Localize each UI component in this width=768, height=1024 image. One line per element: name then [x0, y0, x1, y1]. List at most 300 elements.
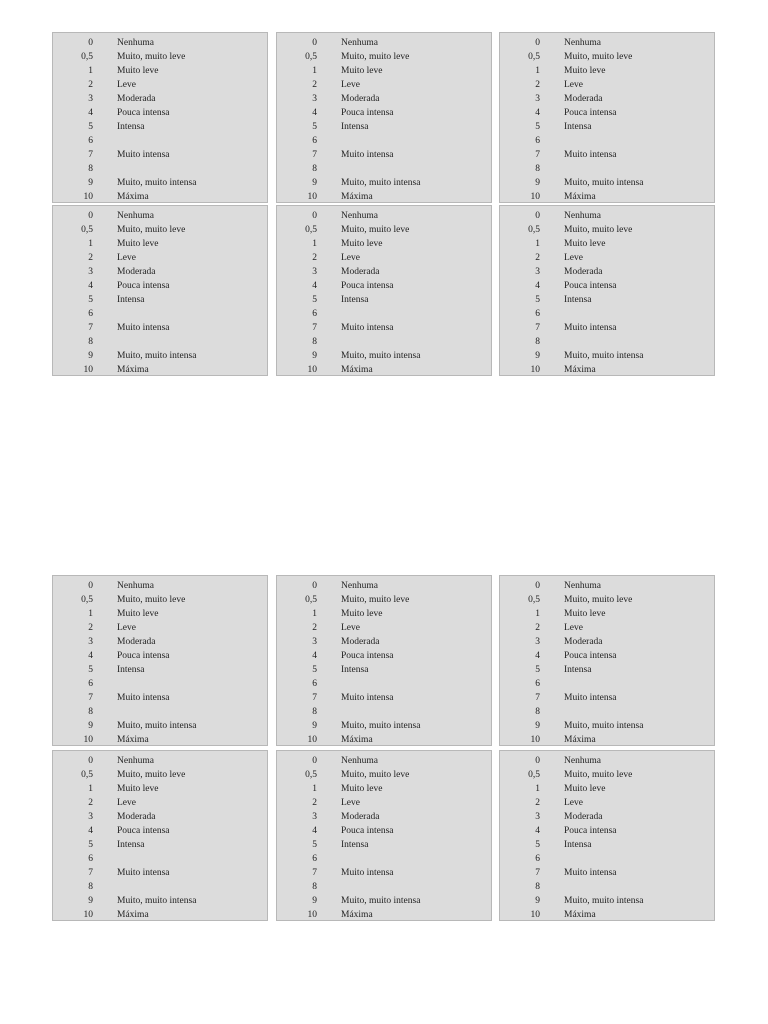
scale-row [500, 78, 714, 92]
scale-row [53, 852, 267, 866]
scale-label: Pouca intensa [117, 826, 170, 836]
scale-label: Pouca intensa [117, 651, 170, 661]
scale-label: Muito leve [341, 239, 383, 249]
scale-label: Máxima [341, 365, 373, 375]
scale-label: Leve [341, 253, 360, 263]
scale-row [53, 649, 267, 663]
scale-label: Muito, muito leve [341, 52, 410, 62]
scale-value: 10 [307, 365, 317, 375]
scale-value: 0 [535, 581, 540, 591]
scale-label: Muito intensa [341, 150, 394, 160]
scale-value: 2 [535, 253, 540, 263]
scale-label: Muito leve [117, 239, 159, 249]
scale-value: 7 [312, 150, 317, 160]
scale-row [500, 363, 714, 377]
scale-value: 1 [312, 239, 317, 249]
scale-label: Nenhuma [564, 581, 601, 591]
scale-value: 0 [88, 211, 93, 221]
scale-label: Intensa [341, 665, 369, 675]
scale-value: 4 [535, 826, 540, 836]
scale-label: Pouca intensa [564, 826, 617, 836]
scale-label: Máxima [117, 910, 149, 920]
scale-row [277, 810, 491, 824]
scale-row [500, 321, 714, 335]
scale-label: Muito intensa [341, 323, 394, 333]
scale-row [277, 908, 491, 922]
scale-row [500, 894, 714, 908]
scale-value: 5 [535, 122, 540, 132]
scale-row [277, 363, 491, 377]
scale-label: Muito, muito intensa [341, 896, 421, 906]
scale-label: Muito leve [341, 609, 383, 619]
scale-label: Muito, muito leve [564, 52, 633, 62]
rpe-scale-card [52, 750, 268, 921]
scale-value: 4 [535, 651, 540, 661]
scale-value: 4 [88, 108, 93, 118]
scale-value: 9 [312, 351, 317, 361]
scale-value: 9 [88, 351, 93, 361]
scale-row [53, 335, 267, 349]
scale-row [500, 677, 714, 691]
scale-row [277, 607, 491, 621]
scale-value: 10 [530, 910, 540, 920]
scale-value: 3 [88, 267, 93, 277]
scale-row [277, 106, 491, 120]
scale-label: Muito, muito intensa [341, 721, 421, 731]
scale-row [277, 894, 491, 908]
scale-value: 8 [312, 707, 317, 717]
scale-label: Nenhuma [564, 756, 601, 766]
scale-row [277, 148, 491, 162]
scale-value: 1 [312, 784, 317, 794]
scale-value: 1 [88, 239, 93, 249]
scale-label: Muito, muito leve [117, 770, 186, 780]
scale-label: Muito, muito intensa [341, 178, 421, 188]
scale-value: 3 [88, 637, 93, 647]
scale-label: Intensa [341, 295, 369, 305]
scale-value: 5 [88, 665, 93, 675]
scale-value: 8 [535, 164, 540, 174]
scale-row [277, 579, 491, 593]
scale-value: 4 [535, 108, 540, 118]
scale-row [53, 349, 267, 363]
scale-value: 9 [312, 178, 317, 188]
scale-row [500, 908, 714, 922]
scale-value: 9 [535, 896, 540, 906]
scale-value: 7 [312, 868, 317, 878]
scale-row [53, 593, 267, 607]
scale-label: Nenhuma [341, 581, 378, 591]
scale-value: 1 [312, 66, 317, 76]
scale-row [500, 251, 714, 265]
scale-row [53, 223, 267, 237]
scale-label: Muito, muito intensa [117, 351, 197, 361]
rpe-scale-card [52, 32, 268, 203]
scale-value: 8 [88, 337, 93, 347]
scale-value: 4 [535, 281, 540, 291]
scale-label: Moderada [564, 94, 603, 104]
scale-label: Muito, muito intensa [564, 896, 644, 906]
scale-value: 3 [312, 94, 317, 104]
scale-row [500, 162, 714, 176]
scale-row [500, 607, 714, 621]
scale-row [53, 106, 267, 120]
scale-label: Pouca intensa [564, 281, 617, 291]
scale-value: 4 [312, 281, 317, 291]
scale-row [53, 754, 267, 768]
scale-row [277, 120, 491, 134]
scale-value: 7 [88, 150, 93, 160]
scale-row [277, 824, 491, 838]
scale-label: Nenhuma [117, 756, 154, 766]
scale-row [500, 705, 714, 719]
scale-value: 3 [312, 637, 317, 647]
scale-value: 6 [312, 136, 317, 146]
scale-value: 1 [535, 609, 540, 619]
scale-value: 2 [535, 623, 540, 633]
scale-label: Muito intensa [564, 693, 617, 703]
scale-value: 3 [88, 94, 93, 104]
scale-label: Nenhuma [341, 38, 378, 48]
scale-label: Moderada [341, 267, 380, 277]
scale-label: Leve [117, 798, 136, 808]
scale-value: 1 [88, 784, 93, 794]
scale-value: 0 [312, 756, 317, 766]
scale-label: Muito intensa [117, 868, 170, 878]
scale-label: Moderada [564, 812, 603, 822]
scale-row [277, 50, 491, 64]
scale-value: 0 [88, 581, 93, 591]
scale-row [500, 880, 714, 894]
scale-label: Intensa [341, 840, 369, 850]
scale-row [500, 782, 714, 796]
scale-label: Intensa [564, 122, 592, 132]
scale-row [53, 293, 267, 307]
scale-row [53, 162, 267, 176]
scale-row [53, 251, 267, 265]
scale-row [500, 621, 714, 635]
scale-value: 2 [88, 253, 93, 263]
scale-label: Muito, muito leve [564, 225, 633, 235]
scale-value: 3 [312, 267, 317, 277]
scale-value: 0,5 [528, 770, 540, 780]
scale-row [53, 810, 267, 824]
scale-row [53, 719, 267, 733]
scale-value: 7 [312, 323, 317, 333]
scale-label: Máxima [341, 910, 373, 920]
scale-label: Muito, muito intensa [117, 896, 197, 906]
scale-row [500, 265, 714, 279]
scale-label: Máxima [564, 365, 596, 375]
scale-value: 3 [88, 812, 93, 822]
scale-row [277, 593, 491, 607]
scale-row [500, 691, 714, 705]
scale-label: Muito leve [564, 609, 606, 619]
scale-value: 5 [312, 665, 317, 675]
scale-label: Muito, muito leve [564, 770, 633, 780]
scale-row [277, 768, 491, 782]
scale-value: 6 [88, 309, 93, 319]
scale-value: 10 [307, 192, 317, 202]
scale-row [277, 279, 491, 293]
scale-row [500, 134, 714, 148]
scale-row [53, 894, 267, 908]
scale-value: 3 [312, 812, 317, 822]
scale-value: 0 [535, 756, 540, 766]
scale-row [277, 852, 491, 866]
scale-value: 7 [88, 323, 93, 333]
scale-label: Moderada [117, 637, 156, 647]
scale-row [500, 120, 714, 134]
scale-row [53, 607, 267, 621]
scale-row [53, 838, 267, 852]
scale-label: Pouca intensa [117, 281, 170, 291]
scale-row [500, 307, 714, 321]
scale-value: 0,5 [81, 225, 93, 235]
scale-label: Intensa [117, 840, 145, 850]
scale-label: Muito intensa [117, 693, 170, 703]
scale-row [500, 148, 714, 162]
scale-label: Nenhuma [117, 581, 154, 591]
scale-value: 0,5 [305, 770, 317, 780]
scale-value: 7 [88, 868, 93, 878]
scale-label: Pouca intensa [117, 108, 170, 118]
scale-row [500, 866, 714, 880]
scale-row [500, 190, 714, 204]
scale-label: Moderada [341, 812, 380, 822]
scale-label: Máxima [564, 192, 596, 202]
scale-row [500, 335, 714, 349]
scale-row [53, 92, 267, 106]
scale-row [500, 50, 714, 64]
scale-value: 3 [535, 637, 540, 647]
scale-row [500, 349, 714, 363]
scale-value: 2 [312, 253, 317, 263]
scale-row [500, 92, 714, 106]
scale-row [53, 677, 267, 691]
scale-row [277, 134, 491, 148]
scale-value: 10 [307, 910, 317, 920]
scale-value: 8 [312, 882, 317, 892]
scale-label: Máxima [341, 192, 373, 202]
scale-value: 8 [312, 164, 317, 174]
scale-value: 9 [535, 178, 540, 188]
scale-row [277, 237, 491, 251]
rpe-scale-card [276, 750, 492, 921]
scale-label: Pouca intensa [564, 651, 617, 661]
scale-label: Muito, muito leve [341, 770, 410, 780]
scale-value: 6 [312, 679, 317, 689]
scale-row [277, 251, 491, 265]
scale-value: 0 [312, 581, 317, 591]
scale-label: Muito, muito intensa [564, 178, 644, 188]
scale-row [500, 593, 714, 607]
scale-label: Moderada [341, 94, 380, 104]
scale-value: 0,5 [81, 595, 93, 605]
scale-label: Intensa [564, 295, 592, 305]
scale-value: 4 [88, 281, 93, 291]
scale-value: 2 [535, 80, 540, 90]
rpe-scale-card [499, 575, 715, 746]
scale-value: 10 [530, 192, 540, 202]
scale-label: Muito, muito leve [341, 595, 410, 605]
scale-value: 4 [312, 826, 317, 836]
scale-row [500, 237, 714, 251]
scale-label: Máxima [341, 735, 373, 745]
rpe-scale-card [276, 32, 492, 203]
scale-label: Muito, muito leve [564, 595, 633, 605]
scale-row [53, 64, 267, 78]
scale-row [277, 691, 491, 705]
scale-label: Muito intensa [564, 868, 617, 878]
scale-row [53, 190, 267, 204]
scale-row [277, 190, 491, 204]
scale-row [277, 321, 491, 335]
scale-row [500, 209, 714, 223]
scale-label: Intensa [564, 840, 592, 850]
scale-label: Pouca intensa [341, 651, 394, 661]
rpe-scale-card [276, 205, 492, 376]
scale-value: 1 [312, 609, 317, 619]
scale-label: Intensa [117, 295, 145, 305]
scale-row [53, 321, 267, 335]
scale-label: Nenhuma [564, 38, 601, 48]
scale-label: Leve [564, 798, 583, 808]
rpe-scale-card [276, 575, 492, 746]
scale-value: 5 [535, 295, 540, 305]
scale-label: Leve [117, 80, 136, 90]
scale-value: 10 [530, 365, 540, 375]
scale-row [277, 733, 491, 747]
scale-value: 10 [307, 735, 317, 745]
scale-row [53, 36, 267, 50]
scale-value: 3 [535, 812, 540, 822]
scale-row [277, 621, 491, 635]
scale-label: Muito, muito leve [341, 225, 410, 235]
scale-label: Pouca intensa [341, 826, 394, 836]
scale-row [53, 307, 267, 321]
scale-row [500, 663, 714, 677]
scale-value: 6 [312, 309, 317, 319]
scale-value: 10 [83, 192, 93, 202]
scale-value: 9 [312, 721, 317, 731]
scale-value: 0 [312, 211, 317, 221]
scale-row [53, 134, 267, 148]
scale-label: Pouca intensa [341, 108, 394, 118]
scale-value: 0,5 [305, 52, 317, 62]
scale-row [500, 719, 714, 733]
scale-label: Máxima [564, 735, 596, 745]
scale-label: Muito, muito leve [117, 595, 186, 605]
scale-label: Muito leve [117, 784, 159, 794]
scale-row [53, 120, 267, 134]
scale-label: Muito, muito intensa [117, 178, 197, 188]
scale-label: Muito intensa [117, 150, 170, 160]
scale-row [53, 237, 267, 251]
scale-label: Pouca intensa [341, 281, 394, 291]
scale-label: Muito leve [341, 784, 383, 794]
scale-label: Nenhuma [117, 211, 154, 221]
scale-row [53, 824, 267, 838]
scale-label: Pouca intensa [564, 108, 617, 118]
scale-label: Moderada [564, 267, 603, 277]
scale-label: Moderada [117, 267, 156, 277]
scale-value: 4 [88, 651, 93, 661]
scale-label: Muito, muito intensa [341, 351, 421, 361]
scale-value: 10 [83, 365, 93, 375]
scale-value: 0,5 [528, 52, 540, 62]
rpe-scale-card [499, 205, 715, 376]
scale-value: 4 [88, 826, 93, 836]
scale-row [277, 36, 491, 50]
scale-label: Nenhuma [341, 211, 378, 221]
scale-value: 7 [535, 693, 540, 703]
scale-row [277, 880, 491, 894]
scale-label: Leve [117, 623, 136, 633]
scale-label: Muito leve [341, 66, 383, 76]
scale-value: 1 [88, 66, 93, 76]
scale-row [53, 635, 267, 649]
scale-row [277, 162, 491, 176]
scale-row [53, 691, 267, 705]
scale-row [500, 768, 714, 782]
scale-row [53, 663, 267, 677]
scale-value: 5 [535, 840, 540, 850]
scale-label: Leve [564, 623, 583, 633]
scale-row [53, 908, 267, 922]
scale-label: Máxima [117, 365, 149, 375]
scale-value: 6 [88, 136, 93, 146]
scale-row [277, 335, 491, 349]
scale-value: 9 [88, 896, 93, 906]
scale-label: Leve [117, 253, 136, 263]
scale-value: 8 [535, 882, 540, 892]
scale-row [500, 279, 714, 293]
scale-value: 6 [535, 136, 540, 146]
scale-row [53, 866, 267, 880]
scale-row [277, 209, 491, 223]
scale-value: 6 [535, 309, 540, 319]
scale-value: 2 [88, 80, 93, 90]
scale-label: Máxima [117, 192, 149, 202]
scale-row [500, 223, 714, 237]
scale-label: Muito intensa [564, 323, 617, 333]
scale-label: Máxima [117, 735, 149, 745]
scale-value: 6 [535, 679, 540, 689]
scale-value: 5 [88, 840, 93, 850]
scale-value: 5 [312, 840, 317, 850]
scale-row [53, 265, 267, 279]
scale-value: 5 [312, 295, 317, 305]
scale-value: 5 [535, 665, 540, 675]
scale-row [277, 754, 491, 768]
scale-row [53, 579, 267, 593]
scale-value: 2 [312, 623, 317, 633]
scale-label: Nenhuma [117, 38, 154, 48]
scale-row [277, 78, 491, 92]
scale-value: 0 [88, 756, 93, 766]
rpe-scale-card [499, 32, 715, 203]
scale-row [500, 579, 714, 593]
scale-row [277, 349, 491, 363]
scale-value: 2 [88, 623, 93, 633]
scale-row [53, 209, 267, 223]
scale-row [500, 796, 714, 810]
scale-value: 3 [535, 94, 540, 104]
rpe-scale-card [52, 205, 268, 376]
scale-label: Moderada [564, 637, 603, 647]
scale-value: 7 [535, 323, 540, 333]
